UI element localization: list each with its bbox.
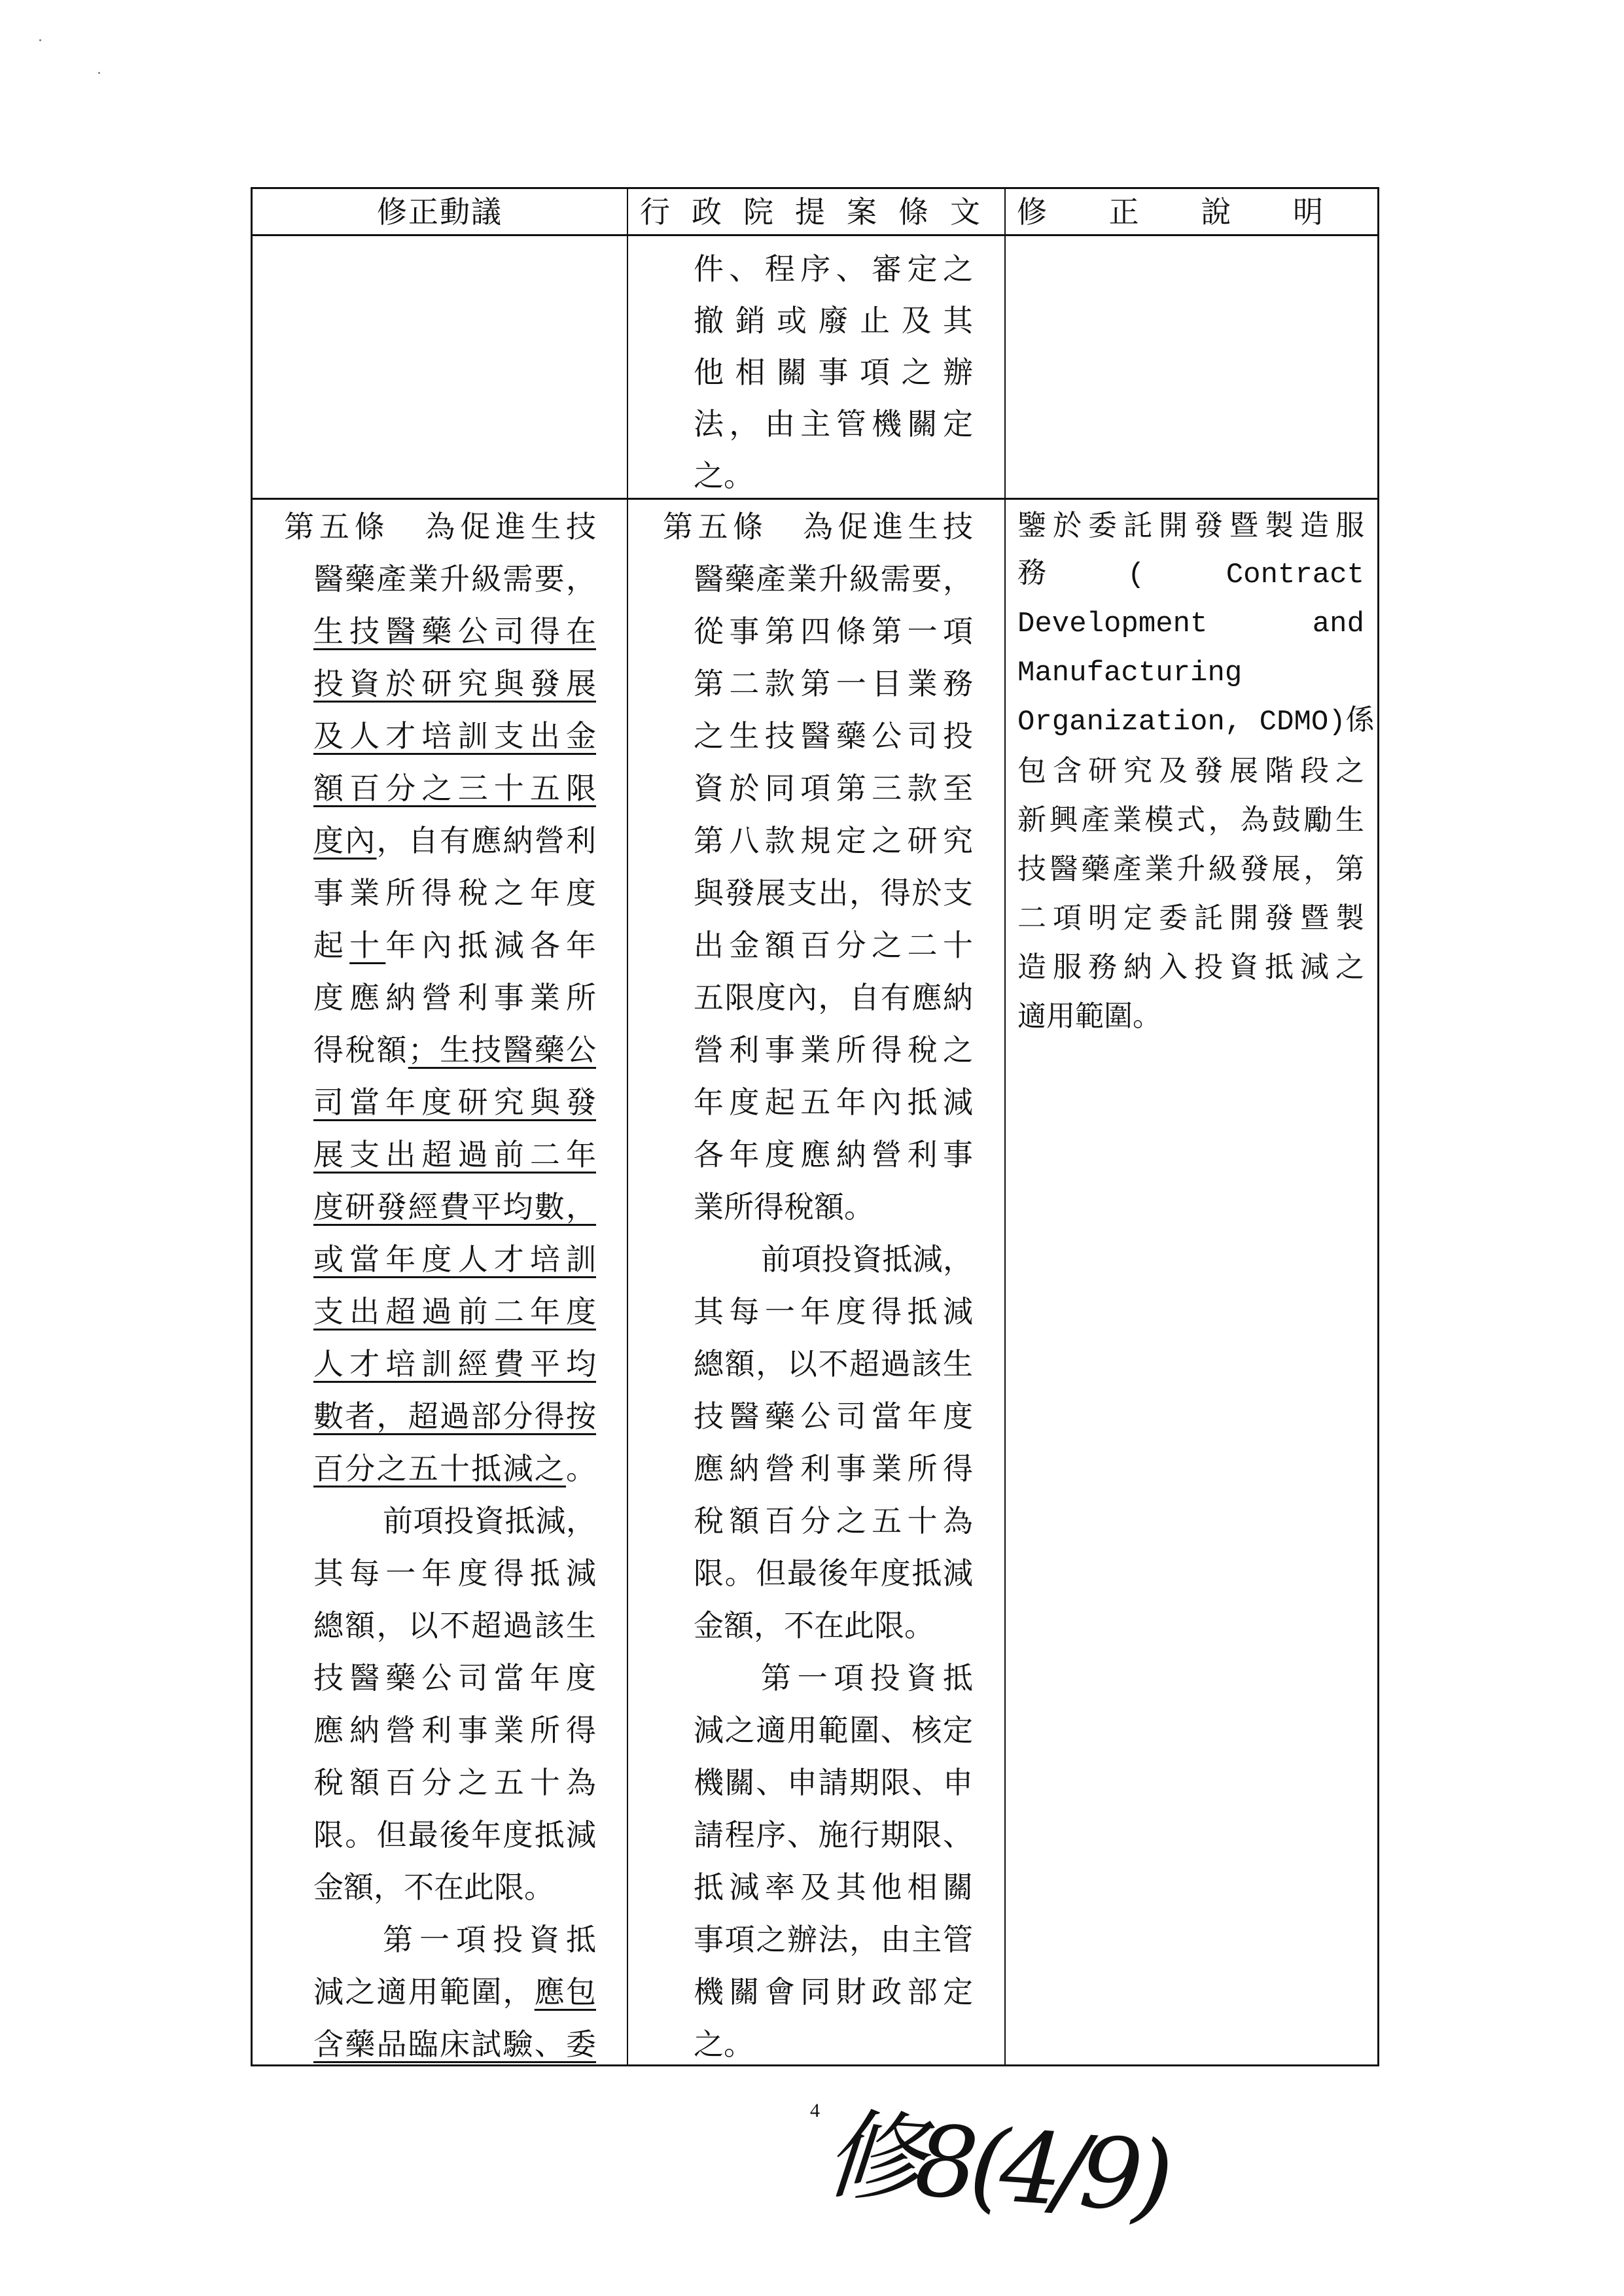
text-line [1017,555,1364,595]
text-line [1017,653,1364,693]
underlined-amendment-text: 數者，超過部分得按 [313,1400,596,1433]
text-line [1017,752,1364,791]
text-segment: 應納營利事業所得 [694,1452,973,1486]
text-line [313,926,596,965]
text-segment: 第八款規定之研究 [694,824,973,858]
text-segment: 技醫藥公司當年度 [694,1400,973,1433]
text-line [313,1397,596,1436]
column-divider [627,189,628,2064]
text-line [694,560,973,599]
underlined-amendment-text: 展支出超過前二年 [313,1138,596,1172]
text-line [694,405,973,444]
text-line [313,665,596,704]
underlined-amendment-text: 生技醫藥公司得在 [313,615,596,648]
text-line [694,1607,973,1646]
text-segment: 稅額百分之五十為 [694,1505,973,1538]
text-line [313,874,596,913]
text-line [694,2025,973,2064]
text-segment: 減之適用範圍、核定 [694,1714,973,1747]
text-line [694,1136,973,1175]
text-segment: 事業所得稅之年度 [313,877,596,910]
text-segment: 度應納營利事業所 [313,981,596,1015]
text-segment: 前項投資抵減， [761,1243,973,1276]
text-line [383,1921,596,1960]
text-line [1017,604,1364,644]
underlined-amendment-text: 人才培訓經費平均 [313,1348,596,1381]
text-segment: 法，由主管機關定 [694,408,973,441]
text-line [694,1083,973,1122]
text-line [694,1397,973,1436]
text-segment: 稅額百分之五十為 [313,1766,596,1800]
underlined-amendment-text: 或當年度人才培訓 [313,1243,596,1276]
text-line [383,1502,596,1541]
text-line [694,353,973,392]
text-line [313,717,596,756]
underlined-amendment-text: ；生技醫藥公 [408,1034,596,1067]
text-line [761,1659,973,1698]
text-segment: 總額，以不超過該生 [313,1609,596,1643]
text-line [313,2025,596,2064]
text-line [694,1868,973,1907]
text-line [1017,703,1375,742]
scan-speck [39,39,41,41]
text-segment: 第五條 為促進生技 [663,510,973,544]
text-line [313,612,596,652]
text-line [313,1240,596,1279]
text-segment: Manufacturing [1017,657,1243,689]
text-segment: 二項明定委託開發暨製 [1017,902,1364,934]
underlined-amendment-text: 及人才培訓支出金 [313,720,596,753]
text-segment: 第一項投資抵 [383,1923,596,1957]
text-segment: 鑒於委託開發暨製造服 [1017,510,1364,542]
text-segment: 務 ( Contract [1017,559,1364,591]
text-segment: 第二款第一目業務 [694,667,973,701]
text-segment: 總額，以不超過該生 [694,1348,973,1381]
text-segment: 機關會同財政部定 [694,1975,973,2009]
text-segment: 得稅額 [313,1034,408,1067]
text-line [694,1554,973,1593]
text-segment: 其每一年度得抵減 [313,1557,596,1590]
text-line [694,1293,973,1332]
text-segment: 件、程序、審定之 [694,252,973,286]
text-segment: 新興產業模式，為鼓勵生 [1017,804,1364,836]
text-line [313,1711,596,1750]
text-line [663,508,973,547]
text-line [313,1607,596,1646]
text-line [313,1816,596,1855]
text-line [313,1293,596,1332]
text-line [694,457,973,496]
text-line [1017,997,1364,1036]
text-line [313,1031,596,1070]
text-line [694,665,973,704]
text-segment: 出金額百分之二十 [694,929,973,962]
text-segment: 起 [313,929,350,962]
text-line [694,612,973,652]
text-segment: ，自有應納營利 [376,824,596,858]
underlined-amendment-text: 支出超過前二年度 [313,1295,596,1329]
text-segment: 之。 [694,2028,754,2061]
text-line [1017,506,1364,546]
text-line [694,1188,973,1227]
underlined-amendment-text: 含藥品臨床試驗、委 [313,2028,596,2061]
text-line [313,1083,596,1122]
text-line [1017,850,1364,889]
text-segment: 其每一年度得抵減 [694,1295,973,1329]
text-segment: 請程序、施行期限、 [694,1818,973,1852]
text-segment: 第五條 為促進生技 [284,510,596,544]
text-line [694,1450,973,1489]
text-line [694,1973,973,2012]
handwritten-note: 修8(4/9) [821,2098,1169,2235]
text-segment: 技醫藥產業升級發展，第 [1017,853,1364,885]
text-line [313,1136,596,1175]
page-number: 4 [810,2100,820,2121]
text-segment: 各年度應納營利事 [694,1138,973,1172]
text-line [694,874,973,913]
underlined-amendment-text: 應包 [534,1975,596,2009]
text-line [694,1711,973,1750]
text-segment: 第一項投資抵 [761,1661,973,1695]
text-line [694,717,973,756]
header-proposal: 行政院提案條文 [640,196,993,229]
text-segment: 撤銷或廢止及其 [694,304,973,338]
text-segment: 他相關事項之辦 [694,356,973,389]
text-segment: 限。但最後年度抵減 [694,1557,973,1590]
header-motion: 修正動議 [377,196,503,229]
text-line [694,302,973,341]
text-line [313,1973,596,2012]
underlined-amendment-text: 度內 [313,824,377,858]
scan-speck [98,72,100,74]
text-line [313,1659,596,1698]
underlined-amendment-text: 十 [349,929,386,962]
underlined-amendment-text: 投資於研究與發展 [313,667,596,701]
text-segment: 事項之辦法，由主管 [694,1923,973,1957]
text-segment: 年內抵減各年 [385,929,597,962]
text-segment: 年度起五年內抵減 [694,1086,973,1119]
text-line [313,1188,596,1227]
text-segment: 技醫藥公司當年度 [313,1661,596,1695]
text-line [694,1816,973,1855]
column-divider [1004,189,1006,2064]
text-segment: 五限度內，自有應納 [694,981,973,1015]
header-explanation: 修正說明 [1017,196,1362,229]
text-line [313,769,596,809]
text-segment: 之。 [694,459,754,493]
text-segment: 從事第四條第一項 [694,615,973,648]
text-line [694,250,973,289]
text-line [694,1764,973,1803]
text-line [284,508,596,547]
row-divider [253,498,1377,500]
underlined-amendment-text: 司當年度研究與發 [313,1086,596,1119]
text-line [313,979,596,1018]
text-line [1017,948,1364,987]
text-segment: 營利事業所得稅之 [694,1034,973,1067]
text-line [694,1921,973,1960]
text-segment: 。 [566,1452,596,1486]
text-segment: 醫藥產業升級需要， [313,563,596,596]
text-segment: 金額，不在此限。 [694,1609,934,1643]
text-segment: 與發展支出，得於支 [694,877,973,910]
underlined-amendment-text: 度研發經費平均數， [313,1191,596,1224]
text-line [694,769,973,809]
text-segment: 資於同項第三款至 [694,772,973,805]
text-line [694,926,973,965]
text-line [761,1240,973,1279]
text-segment: 減之適用範圍， [313,1975,535,2009]
text-line [313,822,596,861]
text-line [313,560,596,599]
text-line [694,1031,973,1070]
text-segment: 適用範圍。 [1017,1000,1161,1032]
text-line [1017,899,1364,938]
text-line [694,1502,973,1541]
text-segment: 前項投資抵減， [383,1505,596,1538]
text-segment: 醫藥產業升級需要， [694,563,973,596]
text-line [1017,801,1364,840]
text-segment: Organization, CDMO)係 [1017,706,1375,739]
text-line [313,1764,596,1803]
text-segment: 限。但最後年度抵減 [313,1818,596,1852]
text-line [694,979,973,1018]
text-line [313,1868,596,1907]
text-segment: 包含研究及發展階段之 [1017,755,1364,787]
text-line [313,1554,596,1593]
text-line [313,1450,596,1489]
text-line [694,1345,973,1384]
underlined-amendment-text: 百分之五十抵減之 [313,1452,566,1486]
text-segment: 金額，不在此限。 [313,1871,554,1904]
text-line [313,1345,596,1384]
text-segment: 之生技醫藥公司投 [694,720,973,753]
text-segment: 機關、申請期限、申 [694,1766,973,1800]
text-line [694,822,973,861]
underlined-amendment-text: 額百分之三十五限 [313,772,596,805]
text-segment: 應納營利事業所得 [313,1714,596,1747]
text-segment: 業所得稅額。 [694,1191,874,1224]
text-segment: 造服務納入投資抵減之 [1017,951,1364,983]
text-segment: Development and [1017,608,1364,640]
text-segment: 抵減率及其他相關 [694,1871,973,1904]
